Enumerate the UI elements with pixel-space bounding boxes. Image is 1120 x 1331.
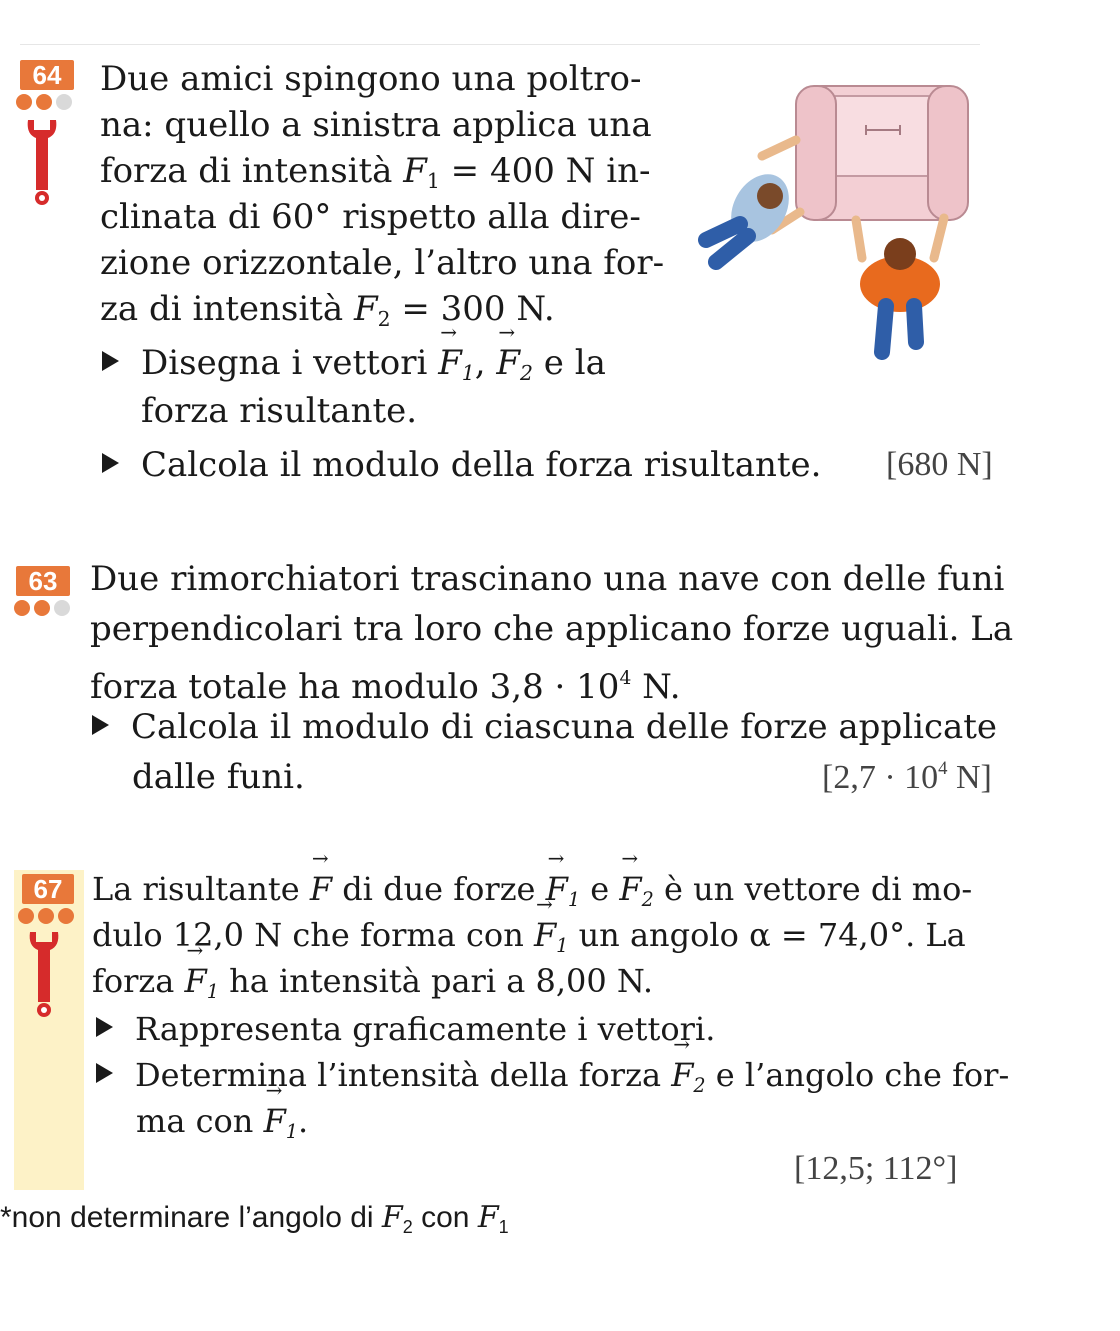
ex67-question-2-cont: ma con → $F_1$. xyxy=(136,1098,308,1155)
difficulty-dots xyxy=(18,908,74,924)
ex67-text-line: La risultante → F di due forze → $F_1$ $e \to F_2$ è un vettore di mo- xyxy=(92,866,972,923)
ex63-text-line: forza totale ha modulo $3,8 \cdot 10^4$ N. xyxy=(90,667,681,707)
ex63-text-line: perpendicolari tra loro che applicano forze uguali. La xyxy=(90,609,1014,649)
ex63-question-1-cont: dalle funi. xyxy=(132,757,305,797)
ex64-text-line: za di intensità $F_2 = 300$ N. xyxy=(100,289,555,331)
top-rule xyxy=(20,44,980,45)
bullet-triangle-icon xyxy=(92,715,109,735)
difficulty-dots xyxy=(14,600,70,616)
exercise-number-67: 67 xyxy=(22,874,74,904)
ex64-text-line: zione orizzontale, l’altro una for- xyxy=(100,243,665,283)
ex67-question-2: Determina l’intensità della forza → $F_2$ e l’angolo che for- xyxy=(96,1052,1009,1109)
ex67-answer: [12,5; 112°] xyxy=(794,1150,958,1187)
ex64-text-line: Due amici spingono una poltro- xyxy=(100,59,642,99)
wrench-icon xyxy=(26,930,66,1020)
wrench-icon xyxy=(24,118,64,208)
bullet-triangle-icon xyxy=(102,351,119,371)
exercise-number-64: 64 xyxy=(20,60,74,90)
ex64-answer: [680 N] xyxy=(886,446,993,483)
bullet-triangle-icon xyxy=(96,1063,113,1083)
ex67-text-line: dulo 12,0 N che forma con → $F_1$ un angolo α = 74,0°. La xyxy=(92,912,966,969)
ex64-question-1: Disegna i vettori → $F_1$, → $F_2$ e la xyxy=(102,340,606,396)
footnote: *non determinare l’angolo di $F_2$ con $F_1$ xyxy=(0,1200,509,1237)
ex64-question-1-cont: forza risultante. xyxy=(141,391,418,431)
ex64-question-2: Calcola il modulo della forza risultante. xyxy=(102,442,821,488)
difficulty-dots xyxy=(16,94,72,110)
ex63-question-1: Calcola il modulo di ciascuna delle forze applicate xyxy=(92,704,997,750)
bullet-triangle-icon xyxy=(96,1017,113,1037)
ex67-text-line: forza → $F_1$ ha intensità pari a 8,00 N. xyxy=(92,958,653,1015)
armchair-pushers-illustration xyxy=(676,80,996,380)
ex67-question-1: Rappresenta graficamente i vettori. xyxy=(96,1006,715,1052)
bullet-triangle-icon xyxy=(102,453,119,473)
ex63-text-line: Due rimorchiatori trascinano una nave con delle funi xyxy=(90,559,1005,599)
ex63-answer: [$2,7 \cdot 10^4$ N] xyxy=(822,758,992,796)
exercise-number-63: 63 xyxy=(16,566,70,596)
ex64-text-line: na: quello a sinistra applica una xyxy=(100,105,652,145)
ex64-text-line: forza di intensità $F_1 = 400$ N in- xyxy=(100,151,651,193)
ex64-text-line: clinata di 60° rispetto alla dire- xyxy=(100,197,641,237)
